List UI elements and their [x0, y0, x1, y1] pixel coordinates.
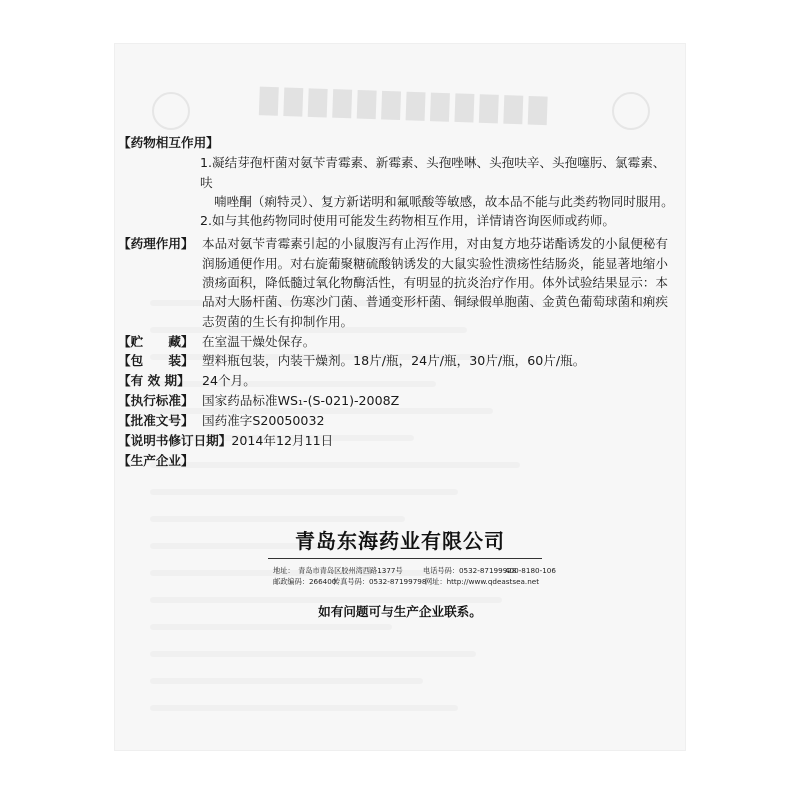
section-text: 24个月。 — [202, 373, 256, 389]
list-item: 喃唑酮（痢特灵）、复方新诺明和氟哌酸等敏感，故本品不能与此类药物同时服用。 — [214, 193, 674, 209]
section-label: 【贮 藏】 — [118, 333, 194, 349]
ghost-seal-left-icon — [152, 92, 190, 130]
section-label: 【药理作用】 — [118, 236, 194, 252]
section-label: 【生产企业】 — [118, 452, 194, 468]
section-approval — [118, 411, 674, 430]
contact-note: 如有问题可与生产企业联系。 — [318, 604, 482, 619]
section-text: 本品对氨苄青霉素引起的小鼠腹泻有止泻作用，对由复方地芬诺酯诱发的小鼠便秘有润肠通便作用。对右旋葡聚糖硫酸钠诱发的大鼠实验性溃疡性结肠炎，能显著地缩小溃疡面积，降低髓过氧化物酶活性，有明显的抗炎治疗作用。体外试验结果显示：本品对大肠杆菌、伤寒沙门菌、普通变形杆菌、铜绿假单胞菌、金黄色葡萄球菌和痢疾志贺菌的生长有抑制作用。 — [202, 236, 668, 329]
section-manufacturer — [118, 451, 674, 470]
section-label: 【批准文号】 — [118, 413, 194, 429]
section-pharmacology — [118, 234, 674, 330]
company-address: 地址： 青岛市青岛区胶州湾西路1377号 — [273, 566, 403, 575]
divider — [268, 558, 542, 559]
interactions-list — [200, 153, 674, 230]
section-package — [118, 351, 674, 370]
section-label: 【有 效 期】 — [118, 373, 190, 389]
section-text: 塑料瓶包装，内装干燥剂。18片/瓶，24片/瓶，30片/瓶，60片/瓶。 — [202, 353, 586, 369]
company-postcode: 邮政编码：266400 — [273, 577, 337, 586]
company-phone: 电话号码：0532-87199928 — [423, 566, 517, 575]
section-label: 【执行标准】 — [118, 393, 194, 409]
section-label: 【包 装】 — [118, 353, 194, 369]
list-item: 1.凝结芽孢杆菌对氨苄青霉素、新霉素、头孢唑啉、头孢呋辛、头孢噻肟、氯霉素、呋 — [200, 155, 666, 190]
section-standard — [118, 391, 674, 410]
company-address-block — [273, 565, 563, 587]
ghost-seal-right-icon — [612, 92, 650, 130]
section-text: 在室温干燥处保存。 — [202, 333, 316, 349]
list-item: 2.如与其他药物同时使用可能发生药物相互作用，详情请咨询医师或药师。 — [200, 213, 616, 229]
company-hotline: 400-8180-106 — [505, 566, 556, 575]
section-interactions — [118, 133, 674, 152]
section-validity — [118, 371, 674, 390]
company-fax: 传真号码：0532-87199798 — [333, 577, 427, 586]
show-through-title: ████████████ — [253, 86, 548, 126]
section-label: 【说明书修订日期】 — [118, 433, 232, 449]
leaflet-body — [118, 133, 674, 471]
section-text: 国家药品标准WS₁-(S-021)-2008Z — [202, 393, 400, 409]
section-label: 【药物相互作用】 — [118, 135, 219, 150]
section-text: 国药准字S20050032 — [202, 413, 325, 429]
company-website: 网址：http://www.qdeastsea.net — [425, 577, 540, 586]
company-name: 青岛东海药业有限公司 — [295, 529, 505, 553]
section-storage — [118, 332, 674, 351]
section-revision — [118, 431, 674, 450]
section-text: 2014年12月11日 — [231, 433, 334, 449]
